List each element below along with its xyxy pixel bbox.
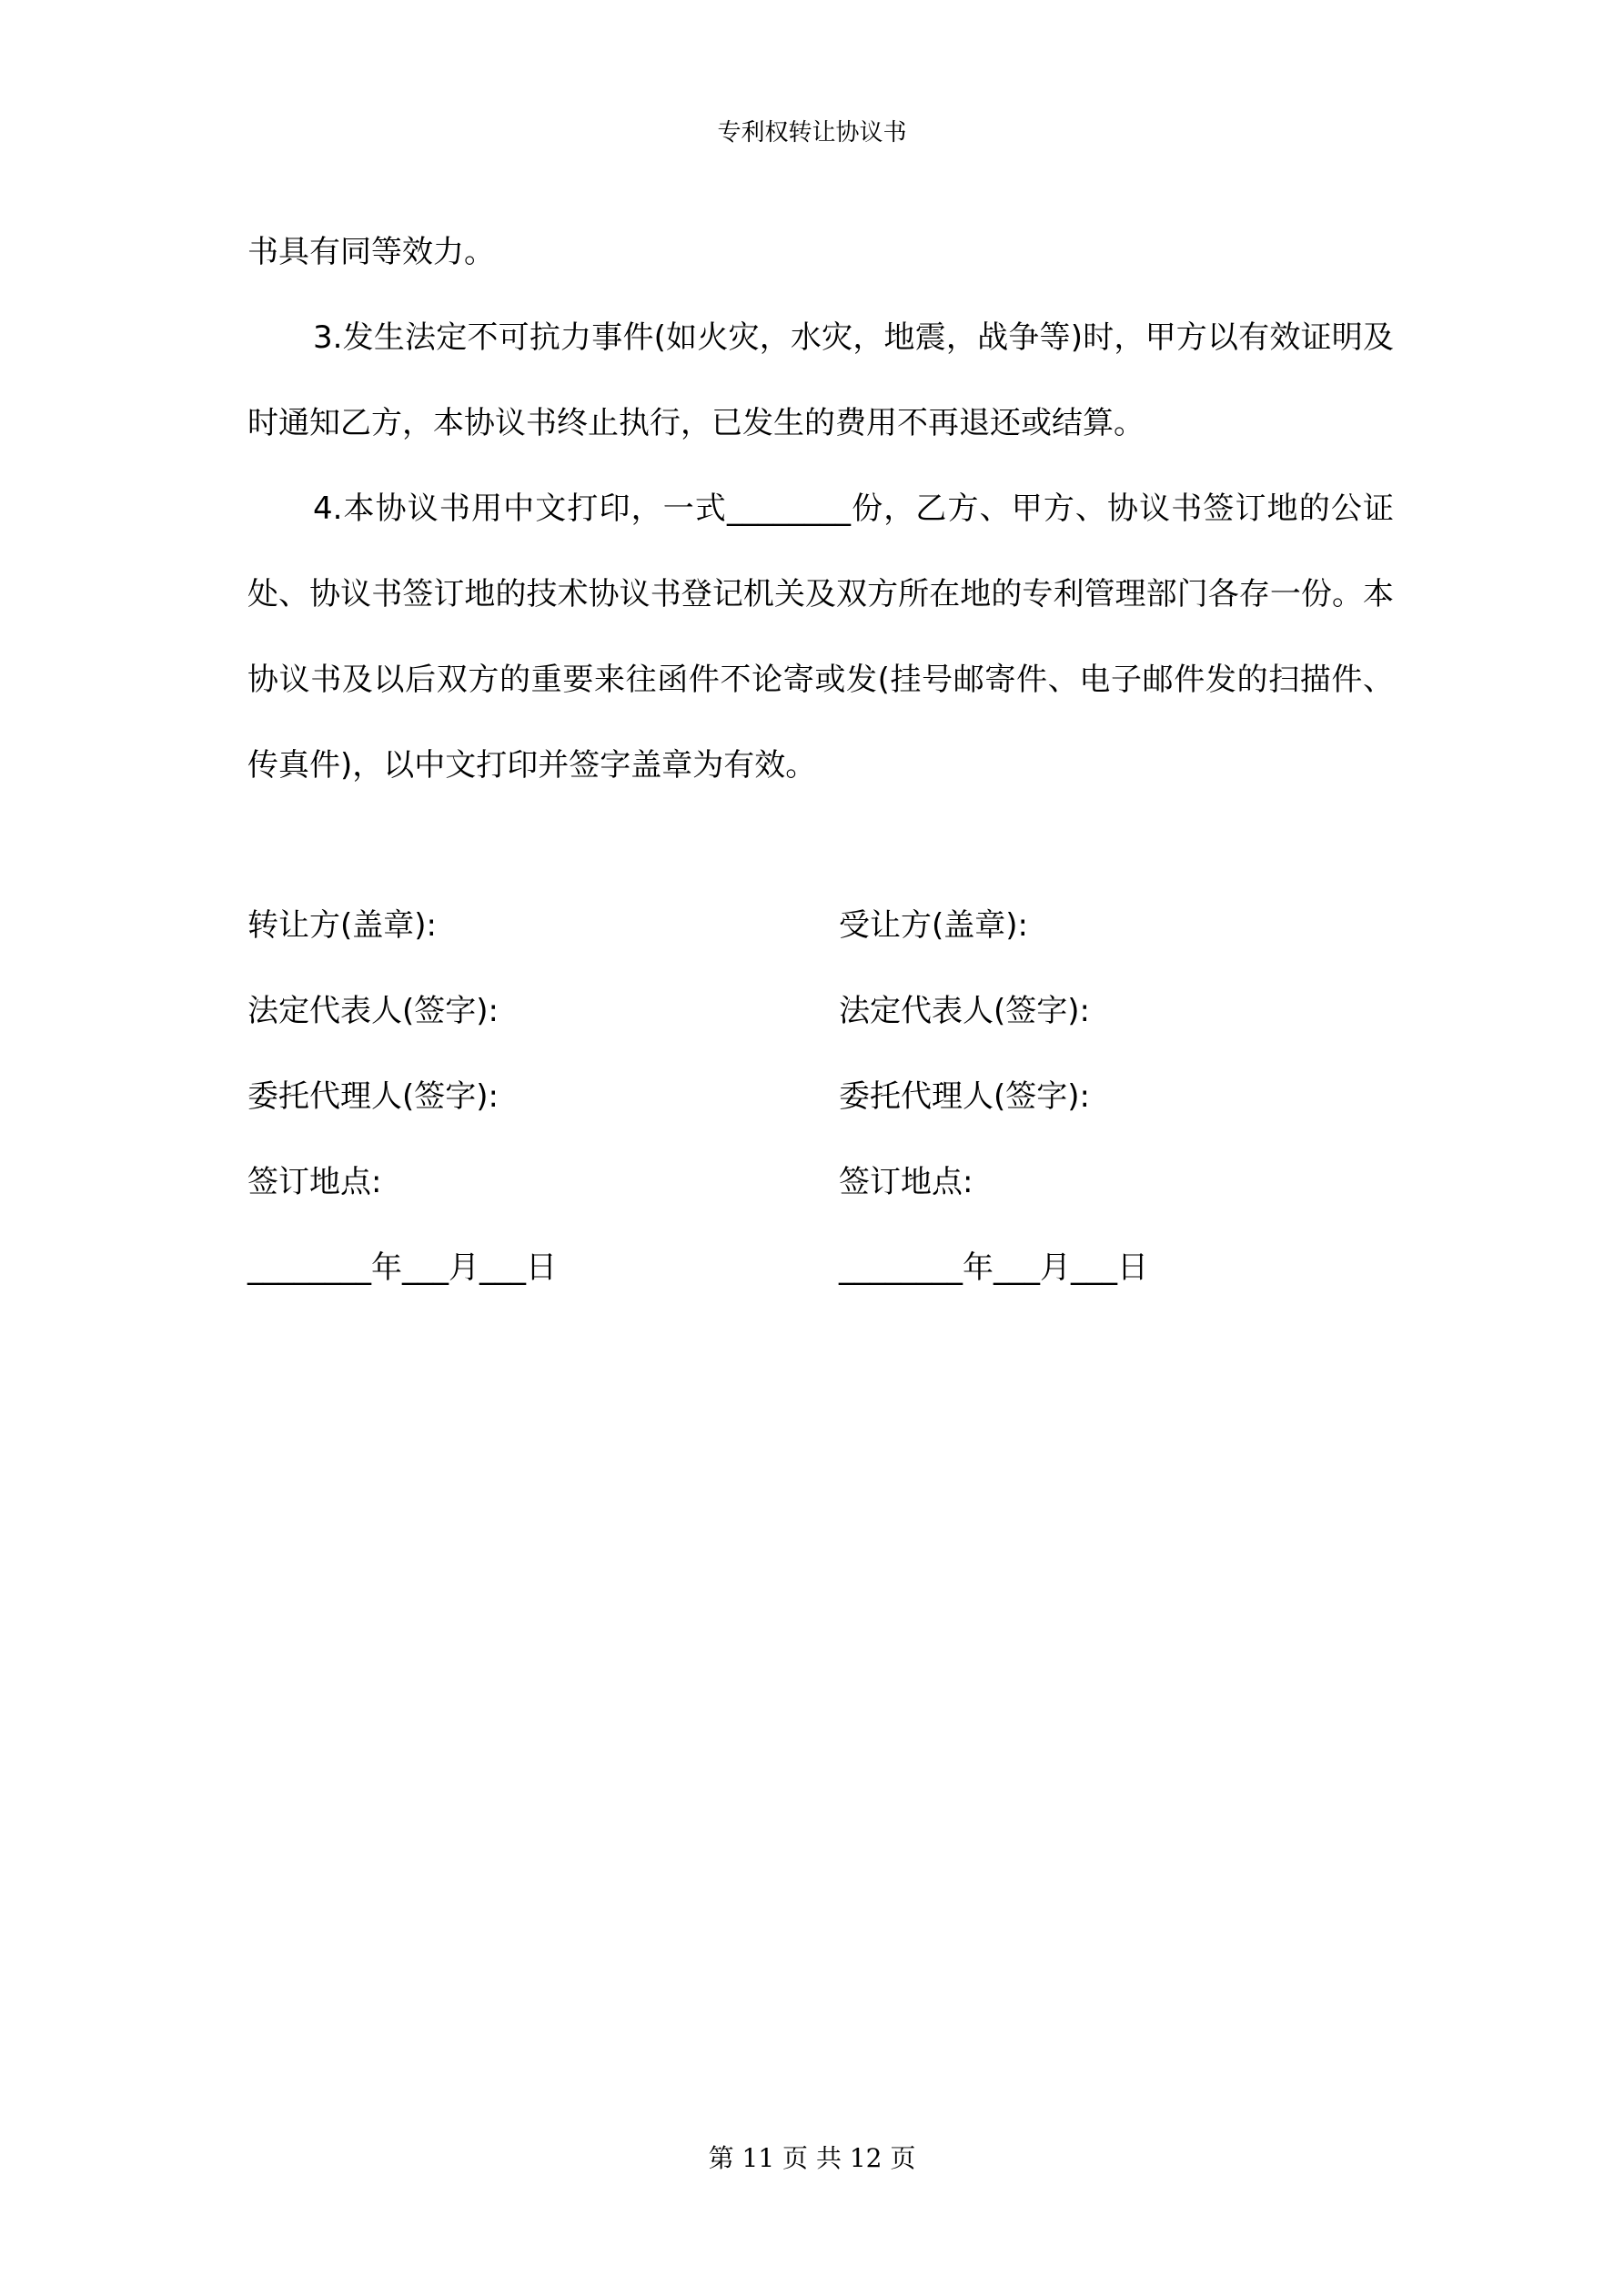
paragraph-continuation: 书具有同等效力。 xyxy=(247,234,495,270)
transferor-agent-label: 委托代理人(签字): xyxy=(247,1078,499,1115)
document-title: 专利权转让协议书 xyxy=(717,119,907,147)
document-body xyxy=(247,209,1394,808)
transferor-legal-rep-label: 法定代表人(签字): xyxy=(247,993,499,1029)
page-header xyxy=(0,116,1624,149)
transferee-date-line: ________年___月___日 xyxy=(839,1249,1148,1286)
paragraph-copies: 4.本协议书用中文打印，一式________份，乙方、甲方、协议书签订地的公证处、协议书签订地的技术协议书登记机关及双方所在地的专利管理部门各存一份。本协议书及以后双方的重要来往函件不论寄或发(挂号邮寄件、电子邮件发的扫描件、传真件)，以中文打印并签字盖章为有效。 xyxy=(247,491,1394,784)
transferee-legal-rep-label: 法定代表人(签字): xyxy=(839,993,1090,1029)
transferor-place-label: 签订地点: xyxy=(247,1164,382,1200)
page-number: 第 11 页 共 12 页 xyxy=(708,2143,916,2173)
paragraph-force-majeure: 3.发生法定不可抗力事件(如火灾，水灾，地震，战争等)时，甲方以有效证明及时通知乙方，本协议书终止执行，已发生的费用不再退还或结算。 xyxy=(247,319,1394,441)
transferor-party-label: 转让方(盖章): xyxy=(247,907,437,944)
transferee-party-label: 受让方(盖章): xyxy=(839,907,1028,944)
transferee-agent-label: 委托代理人(签字): xyxy=(839,1078,1090,1115)
page-footer xyxy=(0,2140,1624,2177)
signature-column-transferor xyxy=(247,883,793,1310)
signature-column-transferee xyxy=(839,883,1385,1310)
transferee-place-label: 签订地点: xyxy=(839,1164,973,1200)
transferor-date-line: ________年___月___日 xyxy=(247,1249,557,1286)
